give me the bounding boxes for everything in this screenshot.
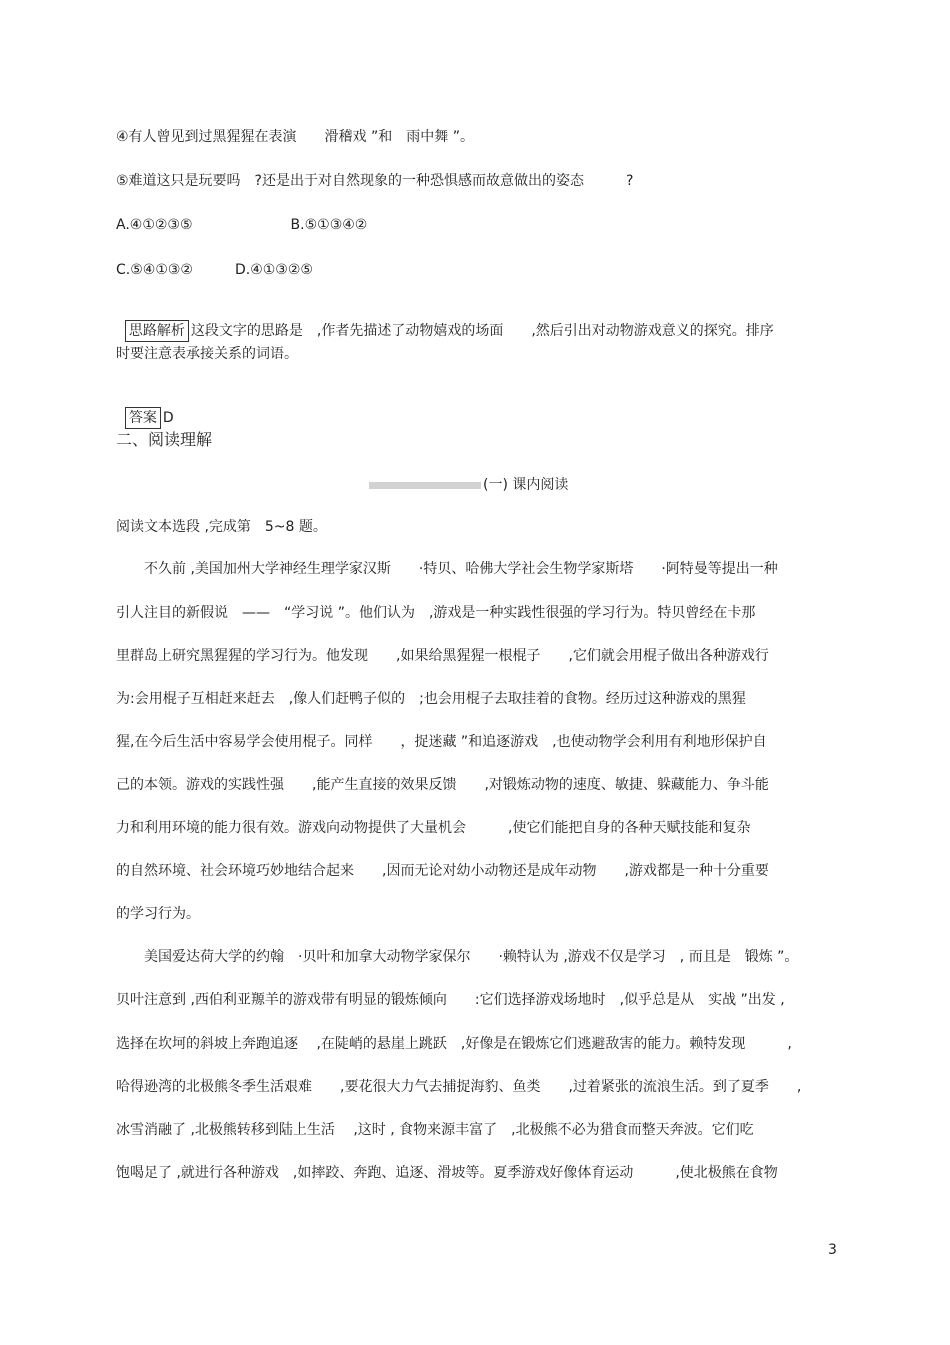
passage-line: 饱喝足了 ,就进行各种游戏 ,如摔跤、奔跑、追逐、滑坡等。夏季游戏好像体育运动 ,使北极熊在食物: [116, 1165, 778, 1181]
passage-line: 美国爱达荷大学的约翰 ·贝叶和加拿大动物学家保尔 ·赖特认为 ,游戏不仅是学习 , 而且是 锻炼 ”。: [116, 949, 799, 965]
passage-line: 引人注目的新假说 —— “学习说 ”。他们认为 ,游戏是一种实践性很强的学习行为。特贝曾经在卡那: [116, 605, 756, 621]
passage-line: 贝叶注意到 ,西伯利亚羱羊的游戏带有明显的锻炼倾向 :它们选择游戏场地时 ,似乎总是从 实战 ”出发 ,: [116, 992, 785, 1008]
passage-line: 力和利用环境的能力很有效。游戏向动物提供了大量机会 ,使它们能把自身的各种天赋技能和复杂: [116, 820, 751, 836]
question-option-4: ④有人曾见到过黑猩猩在表演 滑稽戏 ”和 雨中舞 ”。: [116, 129, 474, 145]
passage-line: 不久前 ,美国加州大学神经生理学家汉斯 ·特贝、哈佛大学社会生物学家斯塔 ·阿特曼等提出一种: [116, 561, 778, 577]
analysis-label: 思路解析: [125, 320, 189, 342]
answer-label: 答案: [125, 407, 161, 429]
passage-line: 里群岛上研究黑猩猩的学习行为。他发现 ,如果给黑猩猩一根棍子 ,它们就会用棍子做出各种游戏行: [116, 648, 769, 664]
page-number: 3: [828, 1242, 837, 1258]
choice-c-d: C.⑤④①③② D.④①③②⑤: [116, 262, 313, 278]
choice-a-b: A.④①②③⑤ B.⑤①③④②: [116, 217, 368, 233]
subtitle-bar: [369, 482, 481, 489]
passage-line: 的自然环境、社会环境巧妙地结合起来 ,因而无论对幼小动物还是成年动物 ,游戏都是一种十分重要: [116, 863, 769, 879]
subtitle: [369, 475, 568, 495]
passage-line: 己的本领。游戏的实践性强 ,能产生直接的效果反馈 ,对锻炼动物的速度、敏捷、躲藏能力、争斗能: [116, 777, 769, 793]
question-option-5: ⑤难道这只是玩要吗 ?还是出于对自然现象的一种恐惧感而故意做出的姿态 ?: [116, 173, 634, 189]
section-heading: 二、阅读理解: [116, 430, 213, 449]
passage-line: 冰雪消融了 ,北极熊转移到陆上生活 ,这时 , 食物来源丰富了 ,北极熊不必为猎食而整天奔波。它们吃: [116, 1122, 754, 1138]
instruction: 阅读文本选段 ,完成第 5~8 题。: [116, 519, 327, 535]
passage-line: 猩,在今后生活中容易学会使用棍子。同样 ，捉迷藏 ”和追逐游戏 ,也使动物学会利用有利地形保护自: [116, 734, 767, 750]
passage-line: 哈得逊湾的北极熊冬季生活艰难 ,要花很大力气去捕捉海豹、鱼类 ,过着紧张的流浪生活。到了夏季 ,: [116, 1079, 802, 1095]
answer-line: [116, 387, 174, 429]
passage-line: 选择在坎坷的斜坡上奔跑追逐 ,在陡峭的悬崖上跳跃 ,好像是在锻炼它们逃避敌害的能力。赖特发现 ,: [116, 1036, 792, 1052]
analysis-line-2: 时要注意表承接关系的词语。: [116, 346, 298, 362]
analysis-text-1: 这段文字的思路是 ,作者先描述了动物嬉戏的场面 ,然后引出对动物游戏意义的探究。排序: [190, 323, 774, 339]
passage-line: 为:会用棍子互相赶来赶去 ,像人们赶鸭子似的 ;也会用棍子去取挂着的食物。经历过这种游戏的黑猩: [116, 691, 746, 707]
subtitle-text: (一) 课内阅读: [483, 477, 569, 493]
answer-value: D: [162, 410, 174, 426]
passage-line: 的学习行为。: [116, 906, 200, 922]
analysis-line-1: [116, 300, 774, 342]
